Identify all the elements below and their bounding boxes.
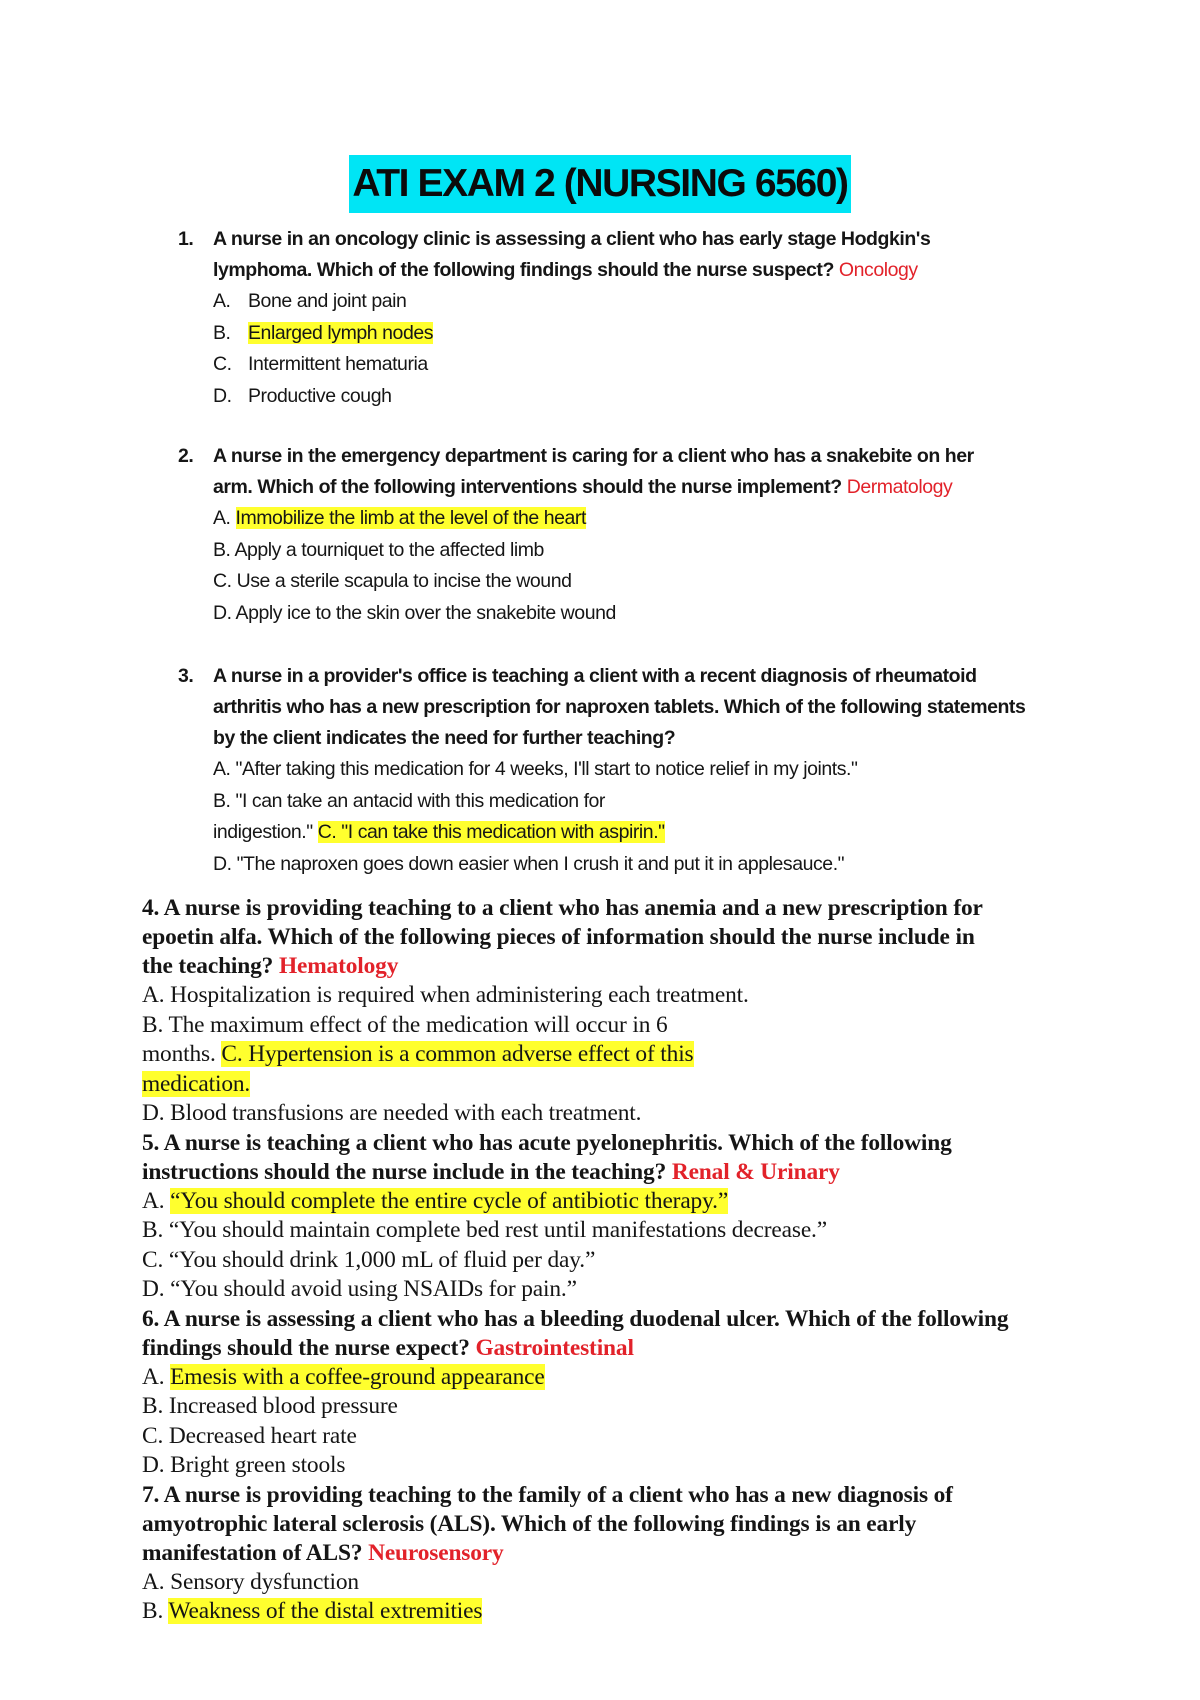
question-stem xyxy=(178,441,1058,503)
question-stem xyxy=(178,661,1058,754)
question-2 xyxy=(178,441,1058,629)
stem-line: arthritis who has a new prescription for naproxen tablets. Which of the following statements xyxy=(213,696,1026,718)
correct-answer-highlight: “You should complete the entire cycle of antibiotic therapy.” xyxy=(170,1187,729,1214)
category-label: Neurosensory xyxy=(368,1539,504,1566)
question-1 xyxy=(178,224,1058,412)
answer-option: C. Intermittent hematuria xyxy=(213,353,428,375)
correct-answer-highlight: Weakness of the distal extremities xyxy=(168,1598,483,1624)
answer-option: A. “You should complete the entire cycle of antibiotic therapy.” xyxy=(142,1187,729,1214)
correct-answer-highlight: medication. xyxy=(142,1070,251,1097)
answer-option-wrap xyxy=(142,1070,1062,1100)
title-wrap xyxy=(0,155,1200,213)
page-title: ATI EXAM 2 (NURSING 6560) xyxy=(349,155,850,213)
answer-option: B. Enlarged lymph nodes xyxy=(213,321,434,344)
question-stem: 5. A nurse is teaching a client who has acute pyelonephritis. Which of the following instructions should the nurse include in the teaching? Renal & Urinary xyxy=(142,1129,952,1185)
answer-option: A. "After taking this medication for 4 weeks, I'll start to notice relief in my joints." xyxy=(213,758,858,780)
category-label: Oncology xyxy=(838,259,918,281)
question-4 xyxy=(142,894,1062,1129)
answer-option: C. Use a sterile scapula to incise the wound xyxy=(213,570,572,592)
category-label: Hematology xyxy=(278,953,399,979)
answer-option: A. Sensory dysfunction xyxy=(142,1568,359,1595)
answer-option: D. Productive cough xyxy=(213,384,392,407)
correct-answer-highlight: C. Hypertension is a common adverse effect of this xyxy=(221,1041,694,1067)
answer-option: C. Decreased heart rate xyxy=(142,1422,357,1449)
stem-line: by the client indicates the need for further teaching? xyxy=(213,727,676,749)
answer-option: B. Weakness of the distal extremities xyxy=(142,1598,483,1624)
answer-option: D. Bright green stools xyxy=(142,1452,346,1478)
question-number: 3. xyxy=(178,665,194,687)
answer-option: B. Apply a tourniquet to the affected limb xyxy=(213,538,544,561)
answer-option: C. “You should drink 1,000 mL of fluid per day.” xyxy=(142,1246,596,1273)
answer-option: B. "I can take an antacid with this medication for xyxy=(213,789,605,812)
answer-option: B. Increased blood pressure xyxy=(142,1393,398,1419)
answer-option: B. The maximum effect of the medication will occur in 6 xyxy=(142,1011,668,1038)
category-label: Dermatology xyxy=(846,476,953,498)
category-label: Renal & Urinary xyxy=(671,1158,840,1185)
answer-option-wrap: indigestion." C. "I can take this medication with aspirin." xyxy=(213,821,665,843)
answer-option: B. “You should maintain complete bed rest until manifestations decrease.” xyxy=(142,1217,827,1243)
correct-answer-highlight: Enlarged lymph nodes xyxy=(248,321,434,344)
question-3 xyxy=(178,661,1058,880)
correct-answer-highlight: Immobilize the limb at the level of the heart xyxy=(235,507,586,529)
question-stem: 4. A nurse is providing teaching to a client who has anemia and a new prescription for epoetin alfa. Which of the following pieces of information should the nurse include in the teaching? Hematology xyxy=(142,895,983,979)
answer-option: A. Bone and joint pain xyxy=(213,290,407,312)
answer-option-wrap: months. C. Hypertension is a common adverse effect of this xyxy=(142,1041,694,1067)
serif-questions xyxy=(142,894,1062,1627)
answer-option: D. Blood transfusions are needed with each treatment. xyxy=(142,1100,642,1126)
answer-option: D. "The naproxen goes down easier when I crush it and put it in applesauce." xyxy=(213,852,845,875)
category-label: Gastrointestinal xyxy=(475,1334,634,1361)
stem-line: lymphoma. Which of the following findings should the nurse suspect? xyxy=(213,259,834,281)
stem-line: arm. Which of the following interventions should the nurse implement? xyxy=(213,476,842,498)
question-5 xyxy=(142,1129,1062,1305)
stem-line: A nurse in an oncology clinic is assessing a client who has early stage Hodgkin's xyxy=(213,228,931,250)
answer-option: A. Immobilize the limb at the level of the heart xyxy=(213,507,586,529)
question-number: 1. xyxy=(178,228,194,250)
correct-answer-highlight: Emesis with a coffee-ground appearance xyxy=(170,1363,545,1390)
question-stem: 6. A nurse is assessing a client who has a bleeding duodenal ulcer. Which of the following findings should the nurse expect? Gastrointestinal xyxy=(142,1305,1009,1361)
question-6 xyxy=(142,1305,1062,1481)
stem-line: A nurse in the emergency department is caring for a client who has a snakebite on her xyxy=(213,445,974,467)
answer-option: A. Emesis with a coffee-ground appearance xyxy=(142,1363,545,1390)
correct-answer-highlight: C. "I can take this medication with aspirin." xyxy=(317,821,665,843)
answer-option: D. Apply ice to the skin over the snakebite wound xyxy=(213,601,616,624)
question-stem xyxy=(178,224,1058,286)
question-stem: 7. A nurse is providing teaching to the family of a client who has a new diagnosis of amyotrophic lateral sclerosis (ALS). Which of the following findings is an early manifestation of ALS? Neurosensory xyxy=(142,1481,953,1566)
question-number: 2. xyxy=(178,445,194,467)
answer-option: A. Hospitalization is required when administering each treatment. xyxy=(142,982,749,1008)
stem-line: A nurse in a provider's office is teaching a client with a recent diagnosis of rheumatoid xyxy=(213,665,977,687)
answer-option: D. “You should avoid using NSAIDs for pain.” xyxy=(142,1276,577,1302)
question-7 xyxy=(142,1481,1062,1627)
